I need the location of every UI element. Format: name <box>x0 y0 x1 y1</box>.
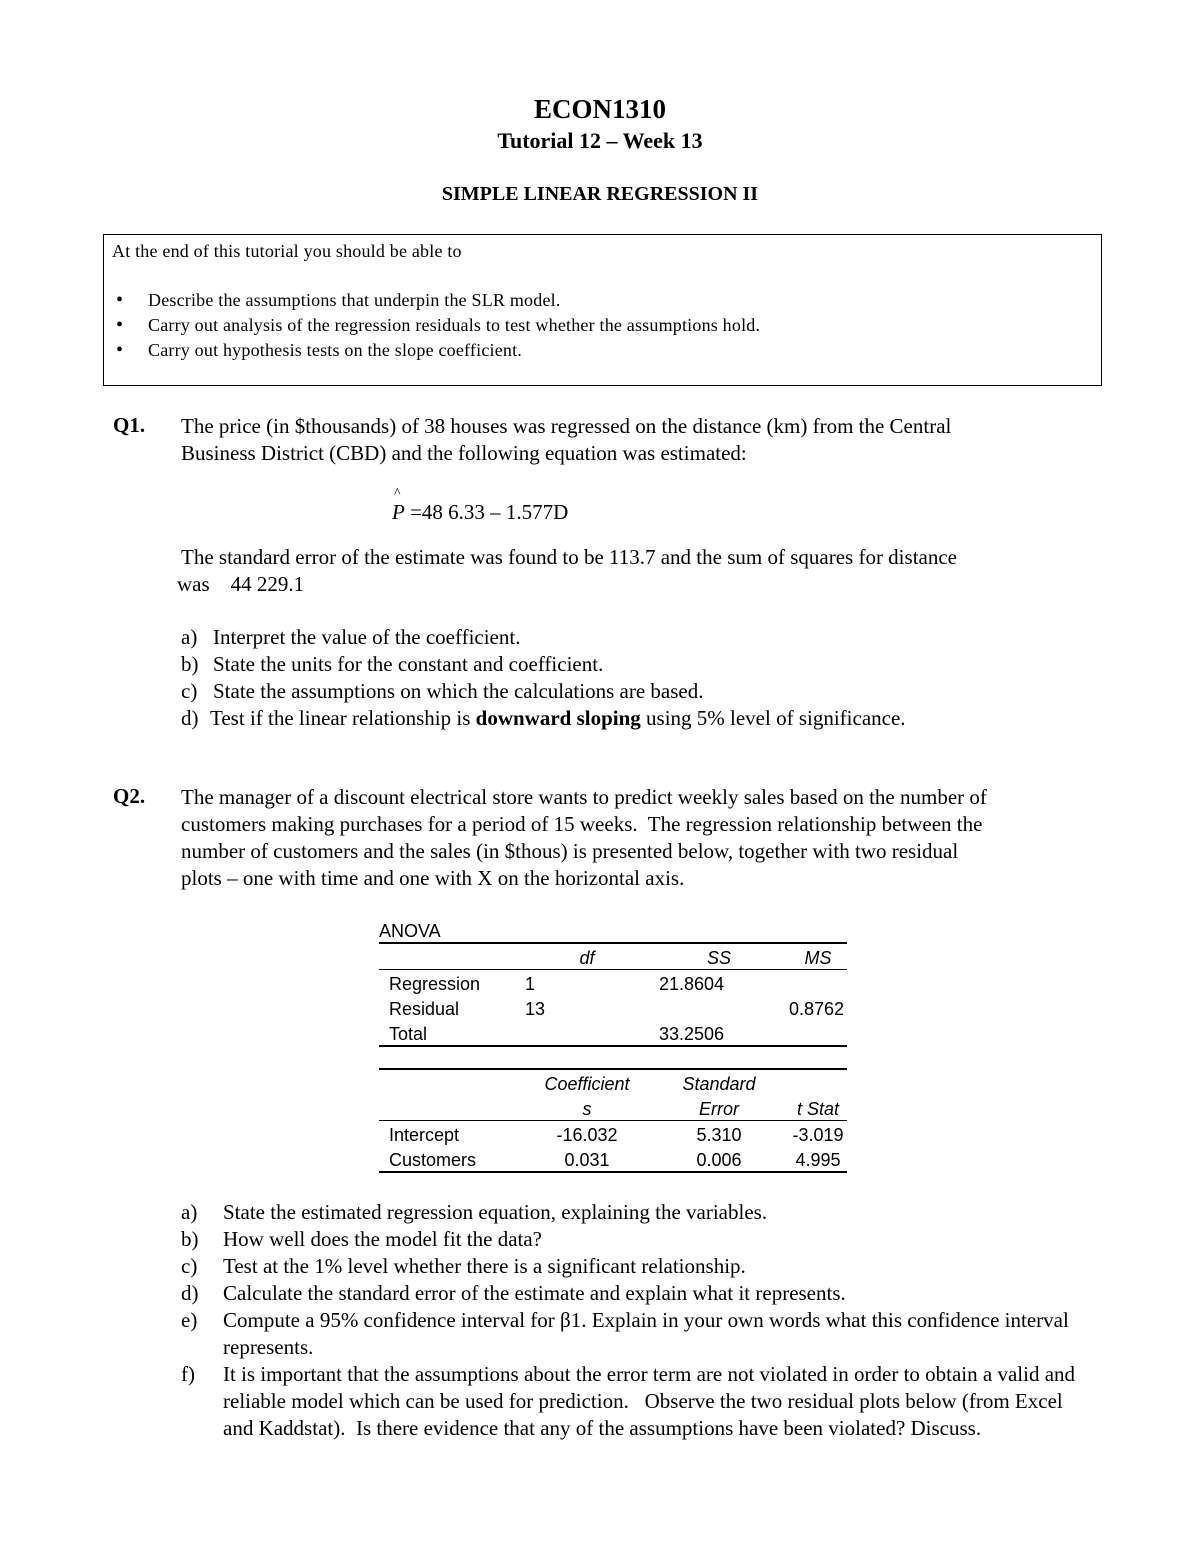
table-cell: Total <box>389 1024 428 1044</box>
q1-part-b <box>181 651 906 678</box>
table-cell: 0.031 <box>564 1150 610 1170</box>
learning-objectives-box <box>103 234 1102 386</box>
table-header-cell <box>379 1069 515 1095</box>
q1-line: Business District (CBD) and the following equation was estimated: <box>181 441 747 465</box>
part-text: Interpret the value of the coefficient. <box>213 625 521 649</box>
q2-part-b <box>181 1226 1096 1253</box>
table-header-cell: Error <box>699 1099 739 1119</box>
table-cell: 0.006 <box>696 1150 742 1170</box>
part-letter: c) <box>181 679 198 703</box>
table-header-cell: Standard <box>682 1074 756 1094</box>
objectives-list <box>112 288 760 363</box>
objective-item: • Describe the assumptions that underpin the SLR model. <box>112 288 760 313</box>
table-header-cell: t Stat <box>796 1099 840 1119</box>
tutorial-title: Tutorial 12 – Week 13 <box>497 128 703 153</box>
question-1-label: Q1. <box>113 413 146 437</box>
anova-title: ANOVA <box>379 921 441 941</box>
q2-line: number of customers and the sales (in $thous) is presented below, together with two residual <box>181 839 959 863</box>
q2-line: plots – one with time and one with X on the horizontal axis. <box>181 866 685 890</box>
table-cell: 33.2506 <box>659 1024 725 1044</box>
part-letter: f) <box>181 1362 195 1386</box>
table-header-cell <box>379 1095 515 1121</box>
table-header-cell <box>379 943 515 970</box>
table-cell: Customers <box>389 1150 477 1170</box>
q2-part-f <box>181 1361 1096 1442</box>
table-row <box>379 995 847 1020</box>
table-cell: Intercept <box>389 1125 460 1145</box>
part-letter: a) <box>181 1200 198 1224</box>
equation-rhs: =48 6.33 – 1.577D <box>404 500 569 524</box>
table-cell <box>515 1020 649 1046</box>
part-emphasis: downward sloping <box>475 706 641 730</box>
topic-title: SIMPLE LINEAR REGRESSION II <box>441 183 759 205</box>
table-header-cell: MS <box>804 948 832 968</box>
coefficients-grid <box>379 1068 847 1173</box>
question-2-text <box>181 784 987 892</box>
part-text: It is important that the assumptions about the error term are not violated in order to obtain a valid and reliable model which can be used for prediction. Observe the two residual plots below (from Excel and Kaddstat). Is there evidence that any of the assumptions have been violated? Discuss. <box>223 1362 1081 1440</box>
anova-grid <box>379 942 847 1047</box>
q2-line: customers making purchases for a period of 15 weeks. The regression relationship between the <box>181 812 983 836</box>
question-2-label: Q2. <box>113 784 146 808</box>
part-letter: a) <box>181 625 198 649</box>
part-text: Test if the linear relationship is <box>210 706 476 730</box>
table-cell: 0.8762 <box>789 999 845 1019</box>
table-cell: 1 <box>525 974 536 994</box>
part-text: Compute a 95% confidence interval for β1. Explain in your own words what this confidence interval represents. <box>223 1308 1069 1359</box>
table-cell <box>779 970 847 996</box>
objective-item: • Carry out analysis of the regression residuals to test whether the assumptions hold. <box>112 313 760 338</box>
table-header-cell: Coefficient <box>544 1074 630 1094</box>
table-header-cell: s <box>582 1099 592 1119</box>
part-text: State the units for the constant and coefficient. <box>213 652 604 676</box>
table-cell: 5.310 <box>696 1125 742 1145</box>
table-row <box>379 1146 847 1172</box>
question-1-parts <box>181 624 906 732</box>
q1-part-c <box>181 678 906 705</box>
q2-line: The manager of a discount electrical store wants to predict weekly sales based on the number of <box>181 785 987 809</box>
table-row <box>379 970 847 996</box>
coefficients-table <box>379 1068 847 1173</box>
question-1-text <box>181 413 951 467</box>
table-header-row <box>379 1069 847 1095</box>
question-2-parts <box>181 1199 1096 1442</box>
table-header-row <box>379 1095 847 1121</box>
regression-equation <box>392 500 568 525</box>
q1-part-d <box>181 705 906 732</box>
q1-line: The standard error of the estimate was found to be 113.7 and the sum of squares for distance <box>181 545 957 569</box>
table-header-row <box>379 943 847 970</box>
question-1-details <box>177 544 957 598</box>
part-letter: d) <box>181 706 199 730</box>
objectives-intro: At the end of this tutorial you should be able to <box>112 241 462 261</box>
table-cell <box>649 995 779 1020</box>
table-row <box>379 1121 847 1147</box>
table-cell: Residual <box>389 999 460 1019</box>
q1-line: was 44 229.1 <box>177 572 305 596</box>
q1-line: The price (in $thousands) of 38 houses was regressed on the distance (km) from the Central <box>181 414 952 438</box>
part-letter: c) <box>181 1254 198 1278</box>
table-header-cell: df <box>579 948 595 968</box>
table-header-cell: SS <box>706 948 731 968</box>
part-text: State the estimated regression equation, explaining the variables. <box>223 1200 768 1224</box>
objective-item: • Carry out hypothesis tests on the slope coefficient. <box>112 338 760 363</box>
p-hat-symbol: ^ P <box>392 500 405 524</box>
anova-table <box>379 920 847 1047</box>
part-text: Test at the 1% level whether there is a significant relationship. <box>223 1254 746 1278</box>
table-row <box>379 1020 847 1046</box>
table-header-cell <box>779 1069 847 1095</box>
part-letter: b) <box>181 652 199 676</box>
table-cell: 21.8604 <box>659 974 725 994</box>
part-text: State the assumptions on which the calculations are based. <box>213 679 704 703</box>
table-cell: 4.995 <box>795 1150 841 1170</box>
q1-part-a <box>181 624 906 651</box>
part-text: Calculate the standard error of the estimate and explain what it represents. <box>223 1281 846 1305</box>
table-cell: Regression <box>389 974 481 994</box>
table-cell: 13 <box>525 999 546 1019</box>
part-letter: b) <box>181 1227 199 1251</box>
table-cell: -16.032 <box>556 1125 618 1145</box>
q2-part-a <box>181 1199 1096 1226</box>
part-letter: e) <box>181 1308 198 1332</box>
q2-part-e <box>181 1307 1096 1361</box>
part-text: using 5% level of significance. <box>640 706 906 730</box>
q2-part-d <box>181 1280 1096 1307</box>
course-code: ECON1310 <box>533 94 666 124</box>
part-text: How well does the model fit the data? <box>223 1227 542 1251</box>
part-letter: d) <box>181 1281 199 1305</box>
table-cell <box>779 1020 847 1046</box>
q2-part-c <box>181 1253 1096 1280</box>
table-cell: -3.019 <box>792 1125 844 1145</box>
